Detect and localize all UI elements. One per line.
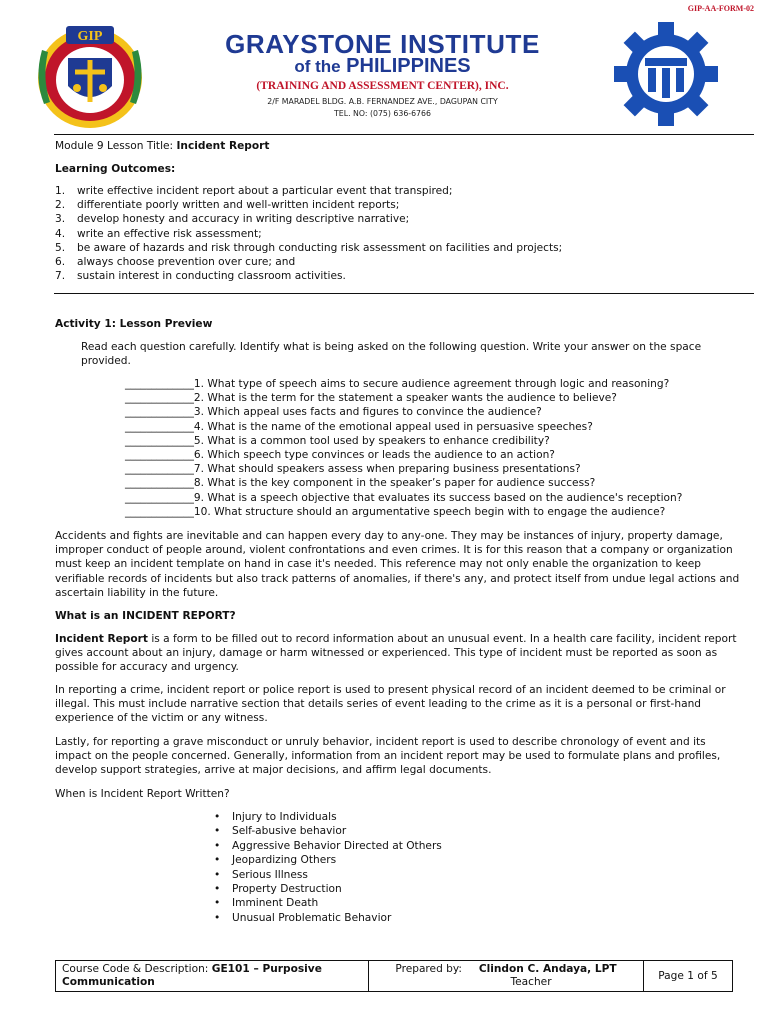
footer-prepared-name: Clindon C. Andaya, LPT: [478, 963, 617, 975]
footer-course-value: GE101 – Purposive: [211, 963, 322, 975]
section-divider: [54, 293, 754, 294]
list-item: [55, 255, 562, 269]
list-item: _____________4. What is the name of the emotional appeal used in persuasive speeches?: [125, 420, 593, 433]
list-item: [55, 227, 562, 241]
outcome-text: differentiate poorly written and well-written incident reports;: [77, 199, 400, 212]
activity-instructions: Read each question carefully. Identify what is being asked on the following question. Write your answer on the space provided.: [81, 341, 702, 368]
list-item: _____________5. What is a common tool used by speakers to enhance credibility?: [125, 434, 550, 447]
institute-country: PHILIPPINES: [346, 55, 471, 77]
what-is-heading: What is an INCIDENT REPORT?: [55, 610, 236, 622]
gip-seal-logo: [30, 20, 150, 132]
footer-course-label: Course Code & Description:: [62, 963, 212, 975]
list-item: [55, 198, 562, 212]
module-title-value: Incident Report: [176, 140, 270, 152]
outcome-text: sustain interest in conducting classroom activities.: [77, 270, 346, 283]
outcome-number: 2.: [55, 199, 66, 212]
footer-course-value-2: Communication: [62, 976, 155, 988]
activity-heading: Activity 1: Lesson Preview: [55, 318, 213, 330]
list-item: • Jeopardizing Others: [214, 853, 442, 867]
crime-paragraph: In reporting a crime, incident report or police report is used to present physical record of an incident deemed to be criminal or illegal. This must include narrative section that details series of event leading to the crime as it is a personal or first-hand experience of the victim or any witness.: [55, 684, 726, 725]
when-written-list: [214, 810, 442, 925]
intro-paragraph: Accidents and fights are inevitable and can happen every day to any-one. They may be instances of injury, property damage, improper conduct of people around, violent confrontations and even crimes. It is for this reason that a company or organization must keep an incident template on hand in case it's needed. This reference may not only enable the organization to keep verifiable records of incidents but also track patterns of anomalies, if there's any, and protect itself from undue legal actions and ascertain liability in the future.: [55, 530, 740, 599]
list-item: [55, 269, 562, 283]
learning-outcomes-list: [55, 184, 562, 283]
when-written-heading: When is Incident Report Written?: [55, 788, 230, 800]
outcome-number: 5.: [55, 241, 66, 254]
list-item: • Aggressive Behavior Directed at Others: [214, 839, 442, 853]
list-item: _____________2. What is the term for the statement a speaker wants the audience to believe?: [125, 392, 617, 405]
list-item: • Injury to Individuals: [214, 810, 442, 824]
list-item: [55, 241, 562, 255]
institute-of-word: of the: [294, 57, 341, 76]
footer-table: [55, 960, 733, 992]
outcome-number: 1.: [55, 185, 66, 197]
institute-telephone: TEL. NO: (075) 636-6766: [334, 109, 431, 118]
outcome-number: 4.: [55, 227, 66, 240]
list-item: • Unusual Problematic Behavior: [214, 911, 442, 925]
list-item: • Self-abusive behavior: [214, 824, 442, 838]
page-number: Page 1 of 5: [658, 969, 718, 982]
definition-term: Incident Report: [55, 633, 148, 645]
footer-prepared-role: Teacher: [510, 976, 552, 988]
list-item: _____________3. Which appeal uses facts and figures to convince the audience?: [125, 406, 542, 419]
form-code: GIP-AA-FORM-02: [687, 4, 754, 13]
header-divider: [54, 134, 754, 135]
outcome-number: 6.: [55, 256, 66, 269]
tesda-gear-logo: [612, 20, 720, 128]
gip-seal-text: GIP: [77, 29, 103, 44]
institute-name-line1: GRAYSTONE INSTITUTE: [225, 29, 540, 59]
list-item: • Property Destruction: [214, 882, 442, 896]
list-item: _____________10. What structure should an argumentative speech begin with to engage the audience?: [125, 505, 666, 518]
list-item: • Imminent Death: [214, 896, 442, 910]
list-item: • Serious Illness: [214, 868, 442, 882]
misconduct-paragraph: Lastly, for reporting a grave misconduct or unruly behavior, incident report is used to describe chronology of event and its impact on the people concerned. Generally, information from an incident report may be used to formulate plans and profiles, develop support strategies, arrive at major decisions, and affirm legal documents.: [55, 736, 721, 777]
outcome-text: write an effective risk assessment;: [77, 227, 262, 240]
list-item: _____________7. What should speakers assess when preparing business presentations?: [125, 463, 581, 476]
institute-subtitle: (TRAINING AND ASSESSMENT CENTER), INC.: [256, 80, 509, 92]
footer-page-cell: [644, 961, 733, 992]
outcome-text: be aware of hazards and risk through conducting risk assessment on facilities and projects;: [77, 241, 563, 254]
footer-prepared-cell: [369, 961, 644, 992]
module-title-prefix: Module 9 Lesson Title:: [55, 140, 177, 152]
list-item: _____________1. What type of speech aims to secure audience agreement through logic and reasoning?: [125, 378, 670, 390]
definition-text: is a form to be filled out to record information about an unusual event. In a health care facility, incident report gives account about an injury, damage or harm witnessed or experienced. This type of incident must be reported as soon as possible for accuracy and urgency.: [55, 633, 737, 674]
list-item: [55, 212, 562, 226]
footer-course-cell: [56, 961, 369, 992]
module-title: [55, 139, 269, 153]
outcome-number: 3.: [55, 213, 66, 226]
institute-name-line2: [210, 55, 555, 78]
outcome-number: 7.: [55, 270, 66, 283]
list-item: _____________8. What is the key component in the speaker’s paper for audience success?: [125, 477, 596, 490]
learning-outcomes-heading: Learning Outcomes:: [55, 163, 176, 175]
institute-address: 2/F MARADEL BLDG. A.B. FERNANDEZ AVE., DAGUPAN CITY: [267, 97, 498, 106]
list-item: _____________9. What is a speech objective that evaluates its success based on the audience's reception?: [125, 491, 683, 504]
outcome-text: write effective incident report about a particular event that transpired;: [77, 185, 453, 197]
list-item: [55, 184, 562, 198]
outcome-text: always choose prevention over cure; and: [77, 256, 296, 269]
activity-questions: [125, 377, 682, 519]
outcome-text: develop honesty and accuracy in writing descriptive narrative;: [77, 213, 410, 226]
list-item: _____________6. Which speech type convinces or leads the audience to an action?: [125, 449, 555, 462]
footer-prepared-label: Prepared by:: [395, 963, 462, 975]
definition-paragraph: [55, 632, 745, 675]
